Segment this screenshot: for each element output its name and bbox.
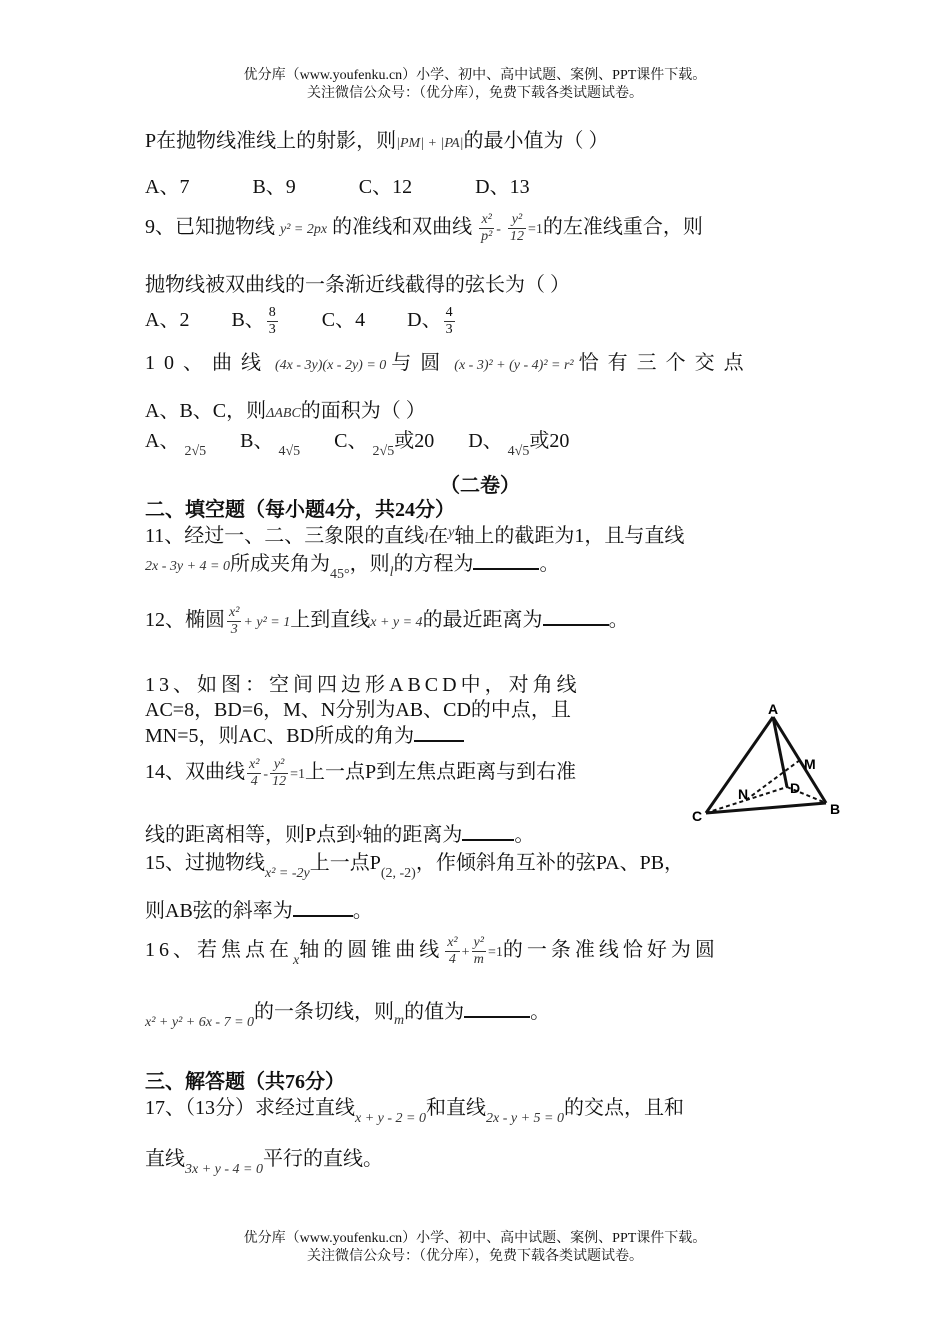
q12-frac-num: x² — [229, 605, 240, 620]
q16-text-c: 的一条准线恰好为圆 — [502, 939, 719, 962]
q12-answer-blank[interactable] — [543, 606, 609, 626]
q9-options — [145, 305, 457, 349]
q9-line2: 抛物线被双曲线的一条渐近线截得的弦长为（ ） — [145, 274, 570, 296]
q16-f2-den: m — [473, 952, 484, 967]
q12-text-b: 上到直线 — [290, 609, 371, 632]
tetrahedron-figure — [688, 703, 858, 828]
q11-angle: 45° — [329, 567, 350, 582]
q15-text-c: ，作倾斜角互补的弦PA、PB， — [415, 852, 685, 874]
q16-fraction-1 — [445, 935, 459, 968]
q17-expr1: x + y - 2 = 0 — [355, 1111, 426, 1126]
q10-stem — [145, 350, 805, 379]
q9-frac2-num: y² — [508, 212, 526, 229]
q17-text-a: 17、（13分）求经过直线 — [145, 1097, 355, 1119]
q10-opt-c-value: 2√5 — [372, 444, 395, 459]
label-N: N — [738, 786, 749, 802]
q13-line3 — [145, 722, 464, 749]
q9-frac2-den: 12 — [509, 229, 524, 244]
q14-fraction-2 — [270, 757, 288, 790]
q10-curve: (4x - 3y)(x - 2y) = 0 — [275, 358, 387, 373]
q8-options: A、7 B、9 C、12 D、13 — [145, 176, 530, 198]
q16-answer-blank[interactable] — [464, 998, 530, 1018]
q14-line2-b: 轴的距离为 — [362, 824, 463, 846]
q12-text-a: 12、椭圆 — [145, 609, 225, 632]
part2-title: （二卷） — [440, 475, 520, 497]
q16-f1-den: 4 — [448, 952, 456, 967]
q15-answer-blank[interactable] — [293, 897, 353, 917]
page-header-line1: 优分库（www.youfenku.cn）小学、初中、高中试题、案例、PPT课件下载。 — [243, 68, 707, 83]
q16-text-b: 轴的圆锥曲线 — [299, 939, 444, 962]
q10-opt-d-tail: 或20 — [529, 430, 570, 452]
q16-line1 — [145, 935, 719, 985]
q9-opt-c: C、4 — [321, 309, 366, 332]
q9-optd-num: 4 — [445, 305, 453, 320]
q16-line2 — [145, 998, 550, 1028]
q11-l2: l — [389, 565, 394, 580]
q13-line2: AC=8，BD=6，M、N分别为AB、CD的中点，且 — [145, 699, 571, 721]
q9-fraction-2 — [508, 212, 526, 245]
q9-text-b: 的准线和双曲线 — [332, 216, 473, 239]
q12-rest: + y² = 1 — [243, 615, 291, 631]
q16-line2-a: 的一条切线，则 — [254, 1001, 395, 1023]
q16-f1-num: x² — [447, 935, 458, 950]
q14-text-a: 14、双曲线 — [145, 761, 245, 784]
q9-optd-fraction — [444, 305, 455, 338]
q9-optb-num: 8 — [268, 305, 276, 320]
q14-end: 。 — [514, 824, 535, 846]
q14-f1-den: 4 — [250, 774, 258, 789]
label-M: M — [804, 756, 816, 772]
q12-end: 。 — [608, 609, 629, 632]
q9-frac1-num: x² — [479, 212, 494, 229]
q16-end: 。 — [530, 1001, 551, 1023]
q17-line1 — [145, 1095, 684, 1124]
q9-opt-d: D、 — [407, 309, 442, 332]
q16-fraction-2 — [472, 935, 486, 968]
q12-line-expr: x + y = 4 — [370, 615, 423, 631]
label-D: D — [790, 780, 801, 796]
page-footer-line2: 关注微信公众号：（优分库），免费下载各类试题试卷。 — [307, 1249, 643, 1264]
q11-l: l — [424, 531, 429, 546]
q16-line2-b: 的值为 — [404, 1001, 465, 1023]
page-header-line2: 关注微信公众号：（优分库），免费下载各类试题试卷。 — [307, 86, 643, 101]
q11-end: 。 — [539, 553, 560, 575]
q16-eq: =1 — [487, 945, 503, 961]
q10-line2-b: 的面积为（ ） — [300, 400, 426, 422]
q9-opt-a: A、2 — [145, 309, 190, 332]
q9-optd-den: 3 — [445, 322, 453, 337]
q15-end: 。 — [352, 900, 373, 922]
q14-fraction-1 — [247, 757, 261, 790]
q15-text-b: 上一点P — [309, 852, 381, 874]
q17-expr2: 2x - y + 5 = 0 — [485, 1111, 564, 1126]
label-B: B — [830, 801, 841, 817]
q14-line1 — [145, 757, 576, 807]
q9-text-a: 9、已知抛物线 — [145, 216, 275, 239]
q10-opt-a: A、 — [145, 430, 180, 452]
q11-text-b: 在 — [428, 525, 449, 547]
q10-opt-d: D、 — [468, 430, 503, 452]
q12-frac-den: 3 — [230, 622, 238, 637]
q13-line1: 13、如图：空间四边形ABCD中，对角线 — [145, 674, 581, 696]
q11-y: y — [448, 525, 455, 540]
q16-circle-expr: x² + y² + 6x - 7 = 0 — [145, 1015, 255, 1030]
q14-answer-blank[interactable] — [462, 821, 514, 841]
q11-line-expr: 2x - 3y + 4 = 0 — [145, 559, 230, 574]
q9-stem — [145, 212, 703, 262]
q9-fraction-1 — [479, 212, 494, 245]
q10-triangle: ΔABC — [266, 406, 301, 421]
q9-frac1-den: p² — [481, 229, 493, 244]
q14-text-b: 上一点P到左焦点距离与到右准 — [305, 761, 577, 784]
q10-circle: (x - 3)² + (y - 4)² = r² — [454, 358, 574, 373]
q14-f2-num: y² — [270, 757, 288, 774]
q9-eq: =1 — [527, 222, 543, 238]
q17-text-b: 和直线 — [425, 1097, 486, 1119]
part3-section-heading: 三、解答题（共76分） — [145, 1071, 345, 1093]
q8-stem — [145, 128, 608, 157]
q14-line2 — [145, 821, 534, 851]
q12-line — [145, 605, 629, 655]
q9-opt-b: B、 — [231, 309, 265, 332]
q9-text-c: 的左准线重合，则 — [542, 216, 703, 239]
q16-x: x — [293, 953, 300, 969]
label-C: C — [692, 808, 703, 824]
q9-parabola: y² = 2px — [280, 222, 328, 238]
q11-line1 — [145, 523, 684, 552]
q14-minus: - — [263, 767, 269, 783]
q11-line2-b: ，则 — [349, 553, 390, 575]
q10-opt-b: B、 — [240, 430, 274, 452]
q9-optb-fraction — [267, 305, 278, 338]
q9-optb-den: 3 — [268, 322, 276, 337]
q17-line2-a: 直线 — [145, 1148, 185, 1170]
q10-opt-a-value: 2√5 — [184, 444, 207, 459]
q17-text-c: 的交点，且和 — [563, 1097, 684, 1119]
q15-point: (2, -2) — [380, 866, 416, 881]
q10-label: 10、曲线 — [145, 352, 270, 374]
part2-section-heading: 二、填空题（每小题4分，共24分） — [145, 499, 455, 521]
q13-line3-text: MN=5，则AC、BD所成的角为 — [145, 725, 415, 747]
q8-text-b: 的最小值为（ ） — [463, 130, 609, 152]
q10-line2 — [145, 398, 426, 427]
q13-answer-blank[interactable] — [414, 722, 464, 742]
q11-line2 — [145, 550, 559, 580]
q16-f2-num: y² — [473, 935, 484, 950]
q10-options — [145, 428, 569, 457]
q12-text-c: 的最近距离为 — [422, 609, 543, 632]
q16-m: m — [394, 1013, 405, 1028]
label-A: A — [768, 703, 779, 717]
q10-opt-c-tail: 或20 — [394, 430, 435, 452]
q10-line2-a: A、B、C，则 — [145, 400, 267, 422]
q8-expression: |PM| + |PA| — [396, 136, 464, 151]
q14-f2-den: 12 — [272, 774, 287, 789]
q15-line1 — [145, 850, 684, 879]
q10-opt-b-value: 4√5 — [278, 444, 301, 459]
q14-line2-a: 线的距离相等，则P点到 — [145, 824, 357, 846]
q11-answer-blank[interactable] — [473, 550, 539, 570]
q15-expr: x² = -2y — [265, 866, 310, 881]
q11-line2-a: 所成夹角为 — [229, 553, 330, 575]
q14-f1-num: x² — [249, 757, 260, 772]
q12-fraction — [227, 605, 241, 638]
q11-text-a: 11、经过一、二、三象限的直线 — [145, 525, 425, 547]
q15-line2-text: 则AB弦的斜率为 — [145, 900, 293, 922]
edge-CB — [706, 803, 826, 813]
q15-line2 — [145, 897, 373, 924]
page-footer-line1: 优分库（www.youfenku.cn）小学、初中、高中试题、案例、PPT课件下载。 — [243, 1231, 707, 1246]
q16-plus: + — [461, 945, 470, 961]
q17-line2-b: 平行的直线。 — [262, 1148, 383, 1170]
q10-opt-c: C、 — [334, 430, 368, 452]
q11-text-c: 轴上的截距为1，且与直线 — [454, 525, 685, 547]
q10-opt-d-value: 4√5 — [507, 444, 530, 459]
q8-text-a: P在抛物线准线上的射影，则 — [145, 130, 397, 152]
q17-expr3: 3x + y - 4 = 0 — [185, 1162, 263, 1177]
q16-text-a: 16、若焦点在 — [145, 939, 293, 962]
q17-line2 — [145, 1146, 383, 1175]
q11-line2-c: 的方程为 — [393, 553, 474, 575]
q14-eq: =1 — [290, 767, 305, 783]
q10-tail: 恰有三个交点 — [578, 352, 753, 374]
q15-text-a: 15、过抛物线 — [145, 852, 265, 874]
q9-minus: - — [496, 222, 501, 238]
q10-mid: 与圆 — [391, 352, 450, 374]
q14-x: x — [356, 826, 363, 841]
